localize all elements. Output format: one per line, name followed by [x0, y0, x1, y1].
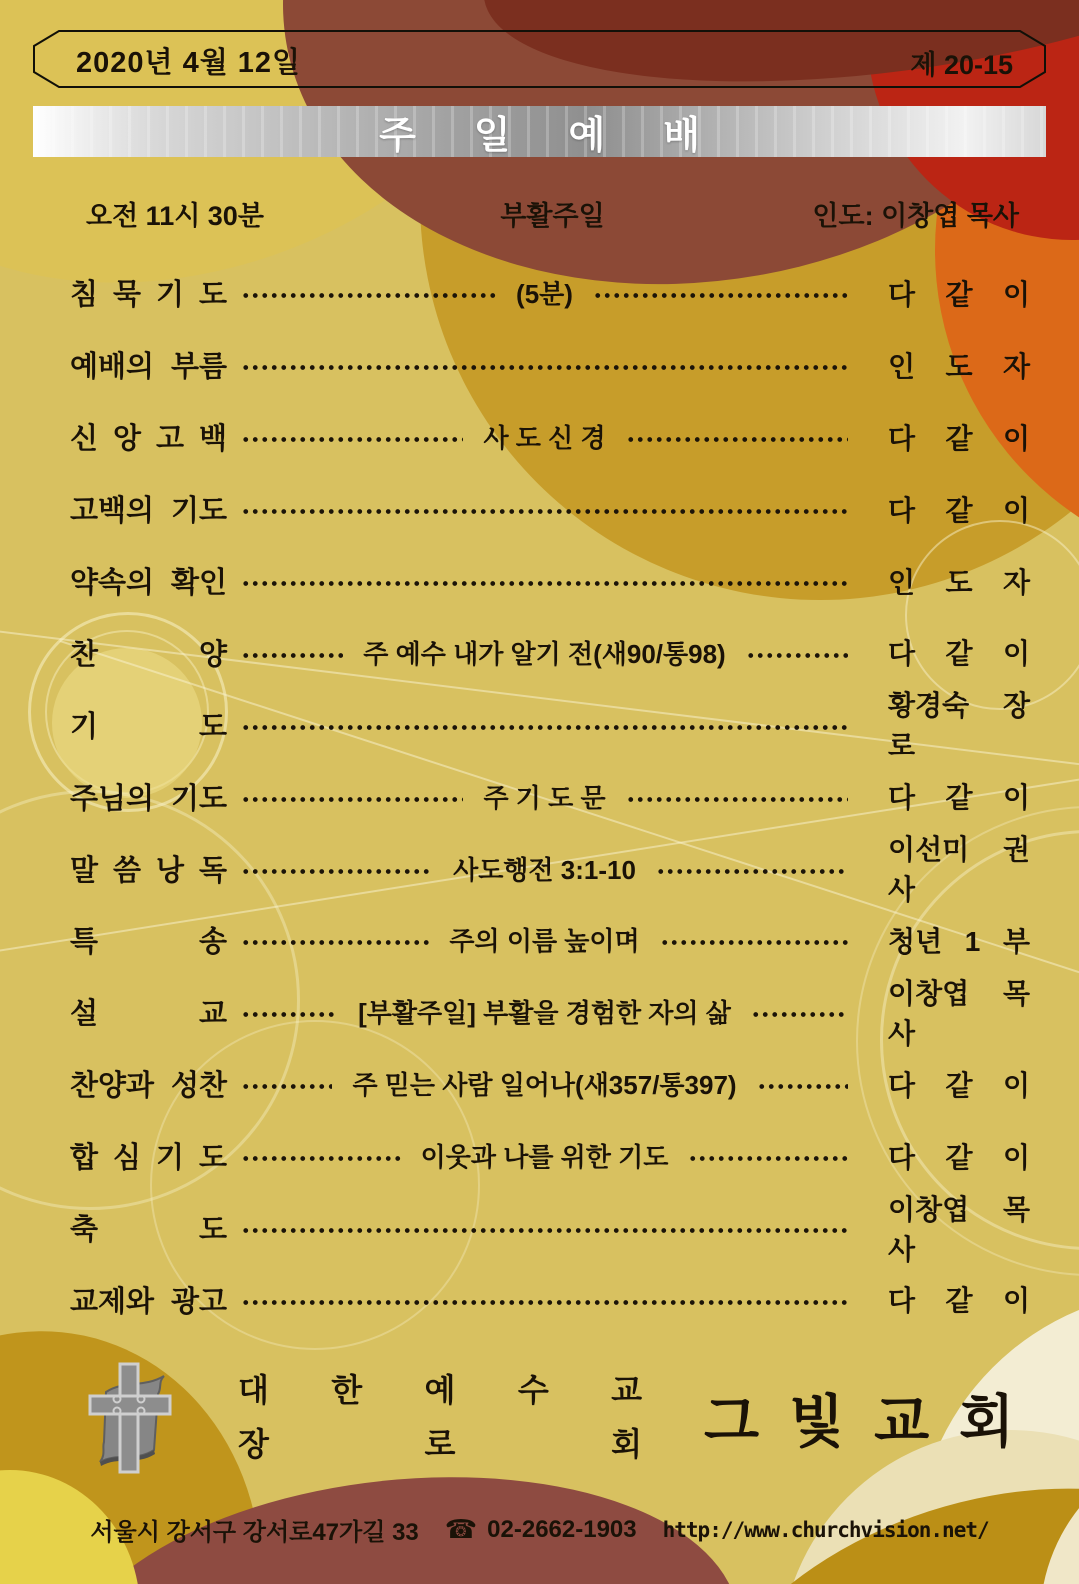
service-info	[0, 194, 1079, 233]
dotted-leader	[751, 1010, 848, 1019]
issue-number: 제 20-15	[910, 50, 1013, 80]
church-address: 서울시 강서구 강서로47가길 33	[90, 1519, 419, 1546]
item-detail: 주의 이름 높이며	[449, 926, 640, 957]
dotted-leader	[241, 651, 343, 660]
item-by: 인 도 자	[888, 350, 1030, 382]
worship-row-scripture-reading	[0, 832, 1079, 904]
item-by: 다 같 이	[888, 494, 1030, 526]
item-label: 신 앙 고 백	[70, 423, 227, 456]
item-by: 이선미 권사	[888, 834, 1031, 906]
worship-row-confession-of-faith	[0, 401, 1079, 473]
worship-row-lords-prayer	[0, 760, 1079, 832]
item-detail: 사도행전 3:1-10	[453, 854, 636, 885]
item-label: 예배의 부름	[70, 351, 227, 384]
cross-logo-icon	[84, 1358, 176, 1476]
order-of-worship-list	[0, 257, 1079, 1335]
dotted-leader	[241, 435, 463, 444]
service-leader: 인도: 이창엽 목사	[812, 201, 1019, 231]
item-label: 기 도	[70, 710, 227, 743]
dotted-leader	[746, 651, 848, 660]
contact-line	[0, 1512, 1079, 1547]
dotted-leader	[241, 507, 848, 516]
item-detail: 주 기 도 문	[483, 782, 606, 813]
dotted-leader	[626, 435, 848, 444]
item-label: 교제와 광고	[70, 1285, 227, 1318]
item-label: 침 묵 기 도	[70, 279, 227, 312]
dotted-leader	[241, 291, 496, 300]
item-by: 이창엽 목사	[888, 1193, 1030, 1265]
item-by: 인 도 자	[888, 566, 1030, 598]
worship-row-hymn	[0, 616, 1079, 688]
item-label: 찬양과 성찬	[70, 1070, 227, 1103]
dotted-leader	[241, 795, 463, 804]
worship-row-benediction	[0, 1192, 1079, 1264]
item-by: 다 같 이	[888, 278, 1030, 310]
worship-row-fellowship-announcements	[0, 1263, 1079, 1335]
dotted-leader	[241, 363, 848, 372]
worship-row-call-to-worship	[0, 329, 1079, 401]
worship-row-special-song	[0, 904, 1079, 976]
item-by: 다 같 이	[888, 1141, 1030, 1173]
worship-row-assurance	[0, 545, 1079, 617]
website-url: http://www.churchvision.net/	[662, 1517, 989, 1542]
item-by: 다 같 이	[888, 782, 1031, 814]
item-label: 특 송	[70, 926, 227, 959]
item-by: 황경숙 장로	[888, 690, 1030, 762]
dotted-leader	[241, 1010, 338, 1019]
phone-icon: ☎	[444, 1514, 478, 1544]
worship-row-silent-prayer	[0, 257, 1079, 329]
title-banner	[33, 106, 1046, 157]
item-label: 설 교	[70, 998, 227, 1031]
dotted-leader	[241, 1298, 848, 1307]
dotted-leader	[593, 291, 848, 300]
dotted-leader	[241, 1082, 332, 1091]
worship-row-united-prayer	[0, 1120, 1079, 1192]
worship-row-communion-hymn	[0, 1048, 1079, 1120]
item-label: 말 씀 낭 독	[70, 854, 227, 887]
item-detail: 주 예수 내가 알기 전(새90/통98)	[363, 638, 726, 669]
denomination	[238, 1363, 642, 1471]
item-label: 찬 양	[70, 638, 227, 671]
dotted-leader	[241, 1226, 848, 1235]
item-detail: (5분)	[516, 279, 573, 310]
service-occasion: 부활주일	[500, 201, 605, 231]
worship-row-prayer-of-confession	[0, 473, 1079, 545]
dotted-leader	[656, 867, 848, 876]
item-label: 주님의 기도	[70, 782, 227, 815]
dotted-leader	[626, 795, 848, 804]
dotted-leader	[241, 938, 429, 947]
item-detail: [부활주일] 부활을 경험한 자의 삶	[358, 998, 731, 1029]
item-label: 축 도	[70, 1214, 227, 1247]
page-title: 주일예배	[379, 115, 758, 157]
item-by: 다 같 이	[888, 422, 1031, 454]
worship-row-sermon	[0, 976, 1079, 1048]
item-label: 고백의 기도	[70, 495, 227, 528]
dotted-leader	[241, 867, 433, 876]
denomination-line1: 대 한 예 수 교	[238, 1372, 642, 1408]
phone	[445, 1514, 637, 1545]
worship-row-prayer	[0, 688, 1079, 760]
item-by: 청년 1 부	[888, 925, 1031, 957]
item-label: 약속의 확인	[70, 567, 227, 599]
service-time: 오전 11시 30분	[86, 201, 264, 231]
item-detail: 이웃과 나를 위한 기도	[420, 1142, 669, 1173]
issue-date: 2020년 4월 12일	[76, 47, 302, 79]
item-by: 다 같 이	[888, 638, 1030, 670]
item-detail: 주 믿는 사람 일어나(새357/통397)	[352, 1070, 737, 1101]
item-label: 합 심 기 도	[70, 1142, 227, 1175]
item-by: 이창엽 목사	[888, 977, 1031, 1049]
dotted-leader	[660, 938, 848, 947]
item-by: 다 같 이	[888, 1069, 1031, 1101]
dotted-leader	[241, 723, 848, 732]
phone-number: 02-2662-1903	[487, 1515, 637, 1543]
dotted-leader	[757, 1082, 848, 1091]
footer	[0, 1358, 1079, 1476]
item-detail: 사 도 신 경	[483, 423, 606, 454]
church-name: 그빛교회	[704, 1390, 1045, 1454]
dotted-leader	[688, 1154, 848, 1163]
dotted-leader	[241, 1154, 401, 1163]
denomination-line2: 장 로 회	[238, 1426, 642, 1462]
dotted-leader	[241, 579, 848, 588]
item-by: 다 같 이	[888, 1285, 1030, 1317]
